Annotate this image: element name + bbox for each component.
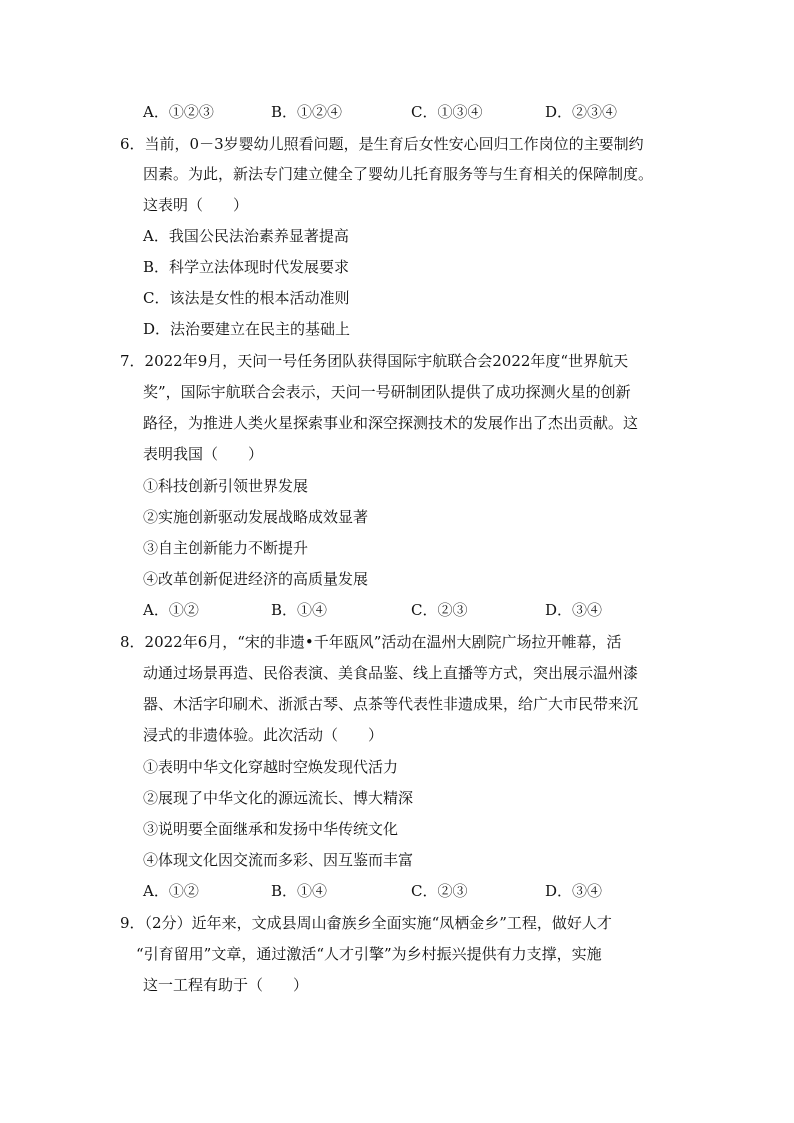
option-d: D．③④ bbox=[545, 882, 603, 900]
option-d: D．③④ bbox=[545, 601, 603, 619]
option-b: B．①④ bbox=[271, 882, 328, 900]
question-8-line-2: 动通过场景再造、民俗表演、美食品鉴、线上直播等方式，突出展示温州漆 bbox=[143, 664, 639, 682]
option-b: B．①④ bbox=[271, 601, 328, 619]
question-6-option-a: A．我国公民法治素养显著提高 bbox=[143, 227, 349, 245]
question-8-statement-4: ④体现文化因交流而多彩、因互鉴而丰富 bbox=[143, 851, 414, 869]
question-9-line-1: 9．（2分）近年来，文成县周山畲族乡全面实施“凤栖金乡”工程，做好人才 bbox=[120, 914, 612, 932]
question-8-line-4: 浸式的非遗体验。此次活动（ ） bbox=[143, 726, 384, 744]
question-7-line-3: 路径，为推进人类火星探索事业和深空探测技术的发展作出了杰出贡献。这 bbox=[143, 414, 639, 432]
question-7-statement-4: ④改革创新促进经济的高质量发展 bbox=[143, 570, 369, 588]
question-7-statement-2: ②实施创新驱动发展战略成效显著 bbox=[143, 508, 369, 526]
option-c: C．①③④ bbox=[411, 103, 483, 121]
question-8-line-3: 器、木活字印刷术、浙派古琴、点茶等代表性非遗成果，给广大市民带来沉 bbox=[143, 695, 639, 713]
option-a: A．①② bbox=[143, 882, 199, 900]
question-6-option-b: B．科学立法体现时代发展要求 bbox=[143, 258, 350, 276]
option-a: A．①② bbox=[143, 601, 199, 619]
question-6-line-3: 这表明（ ） bbox=[143, 196, 249, 214]
question-8-statement-2: ②展现了中华文化的源远流长、博大精深 bbox=[143, 789, 414, 807]
question-9-line-2: “引育留用”文章，通过激活“人才引擎”为乡村振兴提供有力支撑，实施 bbox=[136, 945, 602, 963]
question-8-line-1: 8．2022年6月，“宋的非遗•千年瓯风”活动在温州大剧院广场拉开帷幕，活 bbox=[120, 633, 622, 651]
option-c: C．②③ bbox=[411, 601, 468, 619]
question-7-line-1: 7．2022年9月，天问一号任务团队获得国际宇航联合会2022年度“世界航天 bbox=[120, 352, 629, 370]
question-8-statement-1: ①表明中华文化穿越时空焕发现代活力 bbox=[143, 758, 399, 776]
question-6-option-c: C．该法是女性的根本活动准则 bbox=[143, 289, 350, 307]
question-9-line-3: 这一工程有助于（ ） bbox=[143, 976, 309, 994]
question-7-statement-1: ①科技创新引领世界发展 bbox=[143, 477, 309, 495]
question-6-option-d: D．法治要建立在民主的基础上 bbox=[143, 320, 351, 338]
question-7-statement-3: ③自主创新能力不断提升 bbox=[143, 539, 309, 557]
option-d: D．②③④ bbox=[545, 103, 618, 121]
question-6-line-2: 因素。为此，新法专门建立健全了婴幼儿托育服务等与生育相关的保障制度。 bbox=[143, 165, 654, 183]
question-8-statement-3: ③说明要全面继承和发扬中华传统文化 bbox=[143, 820, 399, 838]
option-a: A．①②③ bbox=[143, 103, 214, 121]
option-c: C．②③ bbox=[411, 882, 468, 900]
question-7-line-4: 表明我国（ ） bbox=[143, 445, 264, 463]
question-7-line-2: 奖”，国际宇航联合会表示，天问一号研制团队提供了成功探测火星的创新 bbox=[143, 383, 631, 401]
question-6-line-1: 6．当前，0－3岁婴幼儿照看问题，是生育后女性安心回归工作岗位的主要制约 bbox=[120, 135, 644, 153]
option-b: B．①②④ bbox=[271, 103, 343, 121]
